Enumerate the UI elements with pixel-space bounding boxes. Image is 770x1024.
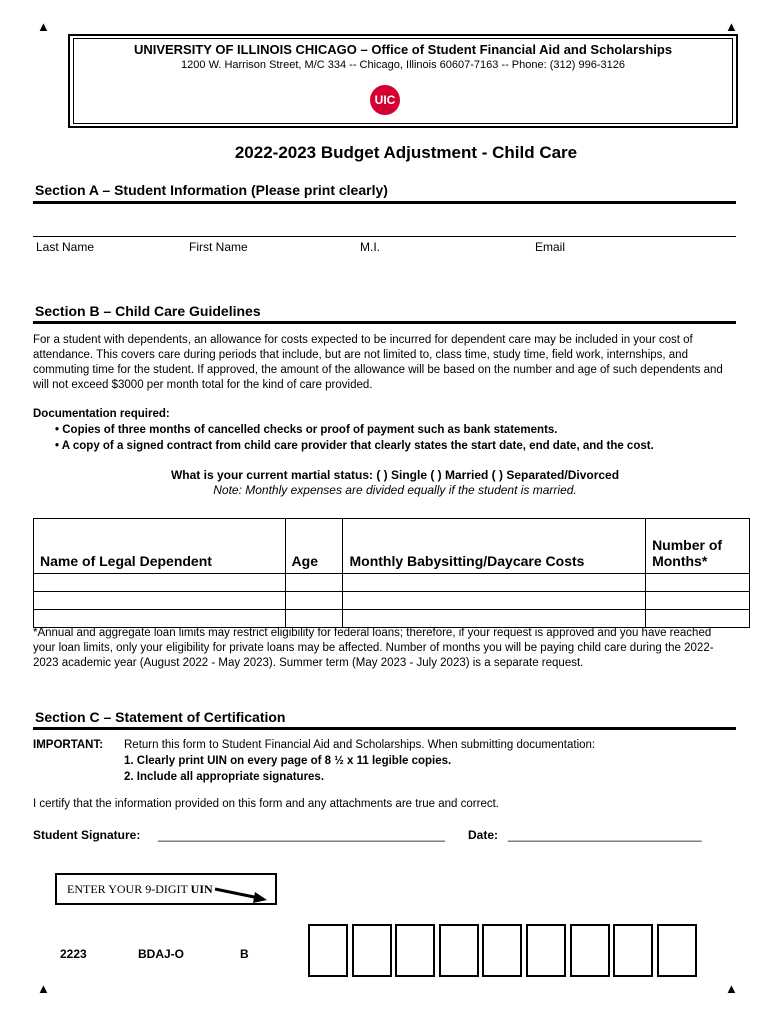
date-label: Date:: [468, 828, 499, 842]
uin-digit-cell[interactable]: [482, 924, 522, 977]
important-text: Return this form to Student Financial Aid and Scholarships. When submitting documentation:: [124, 739, 596, 751]
section-c-heading: Section C – Statement of Certification: [35, 709, 286, 725]
document-title: 2022-2023 Budget Adjustment - Child Care: [234, 143, 578, 162]
cell-age[interactable]: [285, 592, 343, 610]
cell-months[interactable]: [646, 610, 750, 628]
cell-months[interactable]: [646, 574, 750, 592]
uin-prompt-bold: UIN: [190, 882, 213, 896]
cell-dependent-name[interactable]: [34, 592, 286, 610]
uin-digit-cell[interactable]: [352, 924, 392, 977]
first-name-field[interactable]: First Name: [189, 240, 248, 254]
email-field[interactable]: Email: [535, 240, 566, 254]
documentation-list: [55, 422, 654, 454]
table-row: [34, 574, 750, 592]
cell-monthly-costs[interactable]: [343, 610, 646, 628]
uin-digit-cell[interactable]: [613, 924, 653, 977]
form-year-code: 2223: [60, 947, 87, 961]
important-label: IMPORTANT:: [33, 739, 104, 751]
documentation-required-label: Documentation required:: [33, 408, 170, 420]
col-header-age: Age: [285, 519, 343, 574]
guidelines-paragraph: For a student with dependents, an allowance for costs expected to be incurred for dependent care may be included in your cost of attendance. This covers care during periods that include, but are not limited to, class time, study time, field work, internships, and commuting time for the student. If approved, the amount of the allowance will be based on the number and age of such dependents and will not exceed $3000 per month total for the kind of care provided.: [33, 334, 723, 391]
cell-age[interactable]: [285, 610, 343, 628]
marital-note: Note: Monthly expenses are divided equally if the student is married.: [213, 483, 577, 497]
middle-initial-field[interactable]: M.I.: [360, 240, 380, 254]
list-item: 1. Clearly print UIN on every page of 8 ½ x 11 legible copies.: [124, 755, 452, 767]
uin-digit-cell[interactable]: [526, 924, 566, 977]
signature-label: Student Signature:: [33, 828, 141, 842]
list-item: 2. Include all appropriate signatures.: [124, 771, 325, 783]
table-header-row: [34, 519, 750, 574]
student-info-line: [33, 236, 736, 237]
date-field[interactable]: _____________________________: [508, 828, 702, 842]
last-name-field[interactable]: Last Name: [36, 240, 95, 254]
table-row: [34, 592, 750, 610]
cell-dependent-name[interactable]: [34, 610, 286, 628]
cell-monthly-costs[interactable]: [343, 592, 646, 610]
section-c-rule: [33, 727, 736, 730]
marital-status-question[interactable]: What is your current martial status: ( ) Single ( ) Married ( ) Separated/Divorced: [170, 468, 620, 482]
corner-mark-bottom-left: ▲: [37, 981, 50, 996]
uin-digit-cell[interactable]: [439, 924, 479, 977]
institution-address: 1200 W. Harrison Street, M/C 334 -- Chicago, Illinois 60607-7163 -- Phone: (312) 996-3126: [181, 59, 625, 71]
uin-digit-cell[interactable]: [395, 924, 435, 977]
section-b-heading: Section B – Child Care Guidelines: [35, 303, 261, 319]
cell-months[interactable]: [646, 592, 750, 610]
corner-mark-top-right: ▲: [725, 19, 738, 34]
certification-statement: I certify that the information provided on this form and any attachments are true and correct.: [33, 798, 499, 810]
uic-logo: UIC: [370, 85, 400, 115]
col-header-months: Number of Months*: [646, 519, 750, 574]
form-type-code: BDAJ-O: [138, 947, 185, 961]
cell-dependent-name[interactable]: [34, 574, 286, 592]
cell-age[interactable]: [285, 574, 343, 592]
cell-monthly-costs[interactable]: [343, 574, 646, 592]
loan-limit-footnote: *Annual and aggregate loan limits may restrict eligibility for federal loans; therefore, if your request is approved and you have reached your loan limits, only your eligibility for private loans may be affected. Number of months you will be paying child care during the 2022-2023 academic year (August 2022 - May 2023). Summer term (May 2023 - July 2023) is a separate request.: [33, 627, 714, 669]
corner-mark-bottom-right: ▲: [725, 981, 738, 996]
col-header-monthly-costs: Monthly Babysitting/Daycare Costs: [343, 519, 646, 574]
col-header-dependent-name: Name of Legal Dependent: [34, 519, 286, 574]
uin-digit-cell[interactable]: [308, 924, 348, 977]
list-item: • Copies of three months of cancelled checks or proof of payment such as bank statements.: [55, 424, 558, 436]
submission-instructions: [124, 753, 451, 785]
uin-prompt-text: ENTER YOUR 9-DIGIT: [67, 882, 191, 896]
uin-digit-cell[interactable]: [570, 924, 610, 977]
section-b-rule: [33, 321, 736, 324]
dependents-table: [33, 518, 750, 628]
section-a-rule: [33, 201, 736, 204]
table-row: [34, 610, 750, 628]
list-item: • A copy of a signed contract from child care provider that clearly states the start date, end date, and the cost.: [55, 440, 654, 452]
corner-mark-top-left: ▲: [37, 19, 50, 34]
institution-title: UNIVERSITY OF ILLINOIS CHICAGO – Office of Student Financial Aid and Scholarships: [133, 42, 673, 57]
form-version-code: B: [240, 947, 249, 961]
signature-field[interactable]: ___________________________________________: [158, 828, 445, 842]
section-a-heading: Section A – Student Information (Please print clearly): [35, 182, 388, 198]
uin-digit-cell[interactable]: [657, 924, 697, 977]
arrow-right-icon: [213, 886, 269, 904]
